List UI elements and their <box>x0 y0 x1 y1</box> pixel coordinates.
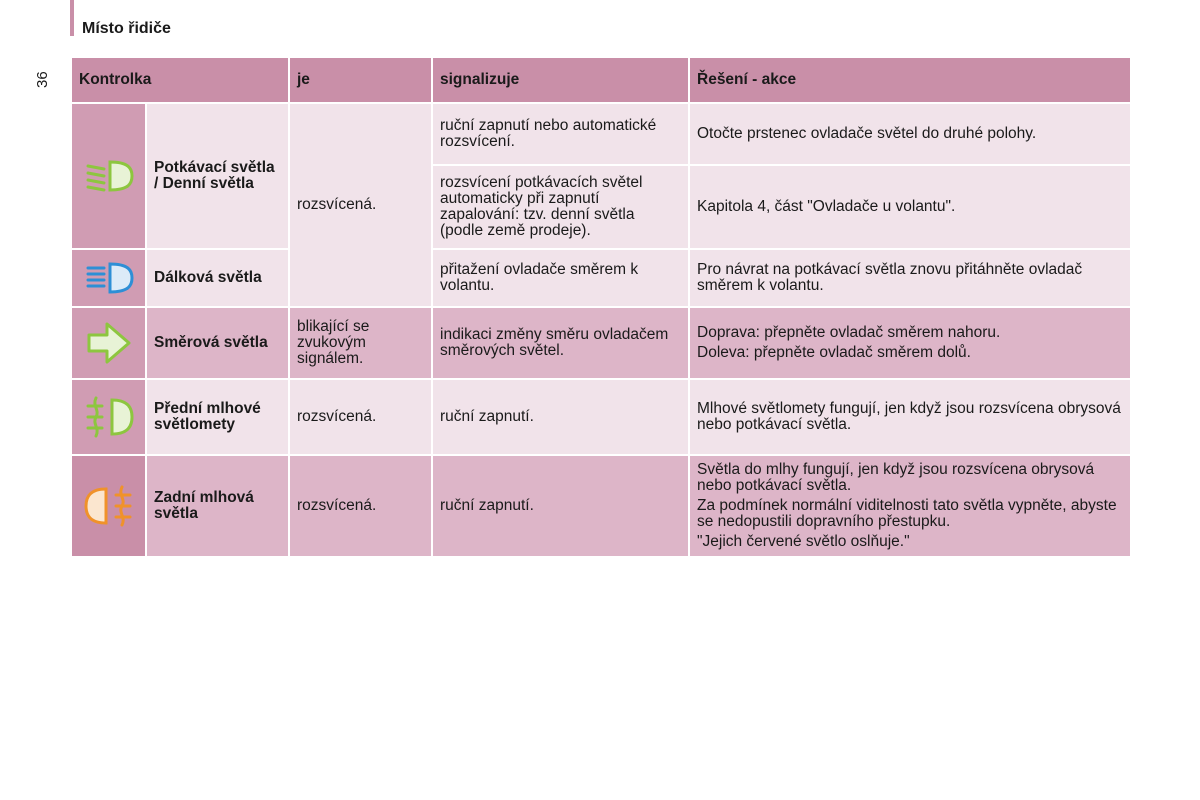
light-state: blikající se zvukovým signálem. <box>289 307 432 379</box>
table-row <box>71 307 1131 379</box>
table-row <box>71 379 1131 455</box>
section-marker-bar <box>70 0 74 36</box>
signal-cell: ruční zapnutí. <box>432 379 689 455</box>
action-cell <box>689 307 1131 379</box>
action-text: "Jejich červené světlo oslňuje." <box>697 533 910 550</box>
signal-cell: indikaci změny směru ovladačem směrových světel. <box>432 307 689 379</box>
column-header-reseni: Řešení - akce <box>689 57 1131 103</box>
action-cell: Otočte prstenec ovladače světel do druhé polohy. <box>689 103 1131 165</box>
warning-lights-table <box>70 56 1132 558</box>
signal-cell: ruční zapnutí. <box>432 455 689 557</box>
front-fog-lamp-icon <box>72 394 145 440</box>
low-beam-headlamp-icon <box>72 156 145 196</box>
action-text: Doprava: přepněte ovladač směrem nahoru. <box>697 324 1001 341</box>
rear-fog-icon-cell <box>71 455 146 557</box>
page-number-text: 36 <box>34 71 51 88</box>
section-title: Místo řidiče <box>82 20 171 37</box>
column-header-signalizuje: signalizuje <box>432 57 689 103</box>
action-text: Světla do mlhy fungují, jen když jsou rozsvícena obrysová nebo potkávací světla. <box>697 461 1095 494</box>
light-name: Potkávací světla / Denní světla <box>146 103 289 249</box>
table-row <box>71 249 1131 307</box>
light-name: Směrová světla <box>146 307 289 379</box>
light-state: rozsvícená. <box>289 103 432 307</box>
front-fog-icon-cell <box>71 379 146 455</box>
signal-cell: ruční zapnutí nebo automatické rozsvícení. <box>432 103 689 165</box>
light-name: Zadní mlhová světla <box>146 455 289 557</box>
indicator-icon-cell <box>71 307 146 379</box>
light-name: Přední mlhové světlomety <box>146 379 289 455</box>
column-header-kontrolka: Kontrolka <box>71 57 289 103</box>
action-cell: Pro návrat na potkávací světla znovu přitáhněte ovladač směrem k volantu. <box>689 249 1131 307</box>
light-state: rozsvícená. <box>289 379 432 455</box>
action-cell: Mlhové světlomety fungují, jen když jsou rozsvícena obrysová nebo potkávací světla. <box>689 379 1131 455</box>
signal-cell: rozsvícení potkávacích světel automaticky při zapnutí zapalování: tzv. denní světla (podle země prodeje). <box>432 165 689 249</box>
action-text: Doleva: přepněte ovladač směrem dolů. <box>697 344 971 361</box>
light-state: rozsvícená. <box>289 455 432 557</box>
rear-fog-lamp-icon <box>72 483 145 529</box>
high-beam-icon-cell <box>71 249 146 307</box>
direction-indicator-arrow-icon <box>72 320 145 366</box>
table-header-row <box>71 57 1131 103</box>
signal-cell: přitažení ovladače směrem k volantu. <box>432 249 689 307</box>
action-cell <box>689 455 1131 557</box>
action-cell: Kapitola 4, část "Ovladače u volantu". <box>689 165 1131 249</box>
table-row <box>71 455 1131 557</box>
low-beam-icon-cell <box>71 103 146 249</box>
column-header-je: je <box>289 57 432 103</box>
high-beam-headlamp-icon <box>72 260 145 296</box>
page-number <box>34 71 51 88</box>
light-name: Dálková světla <box>146 249 289 307</box>
action-text: Za podmínek normální viditelnosti tato světla vypněte, abyste se nedopustili dopravního přestupku. <box>697 497 1117 530</box>
table-row <box>71 103 1131 165</box>
